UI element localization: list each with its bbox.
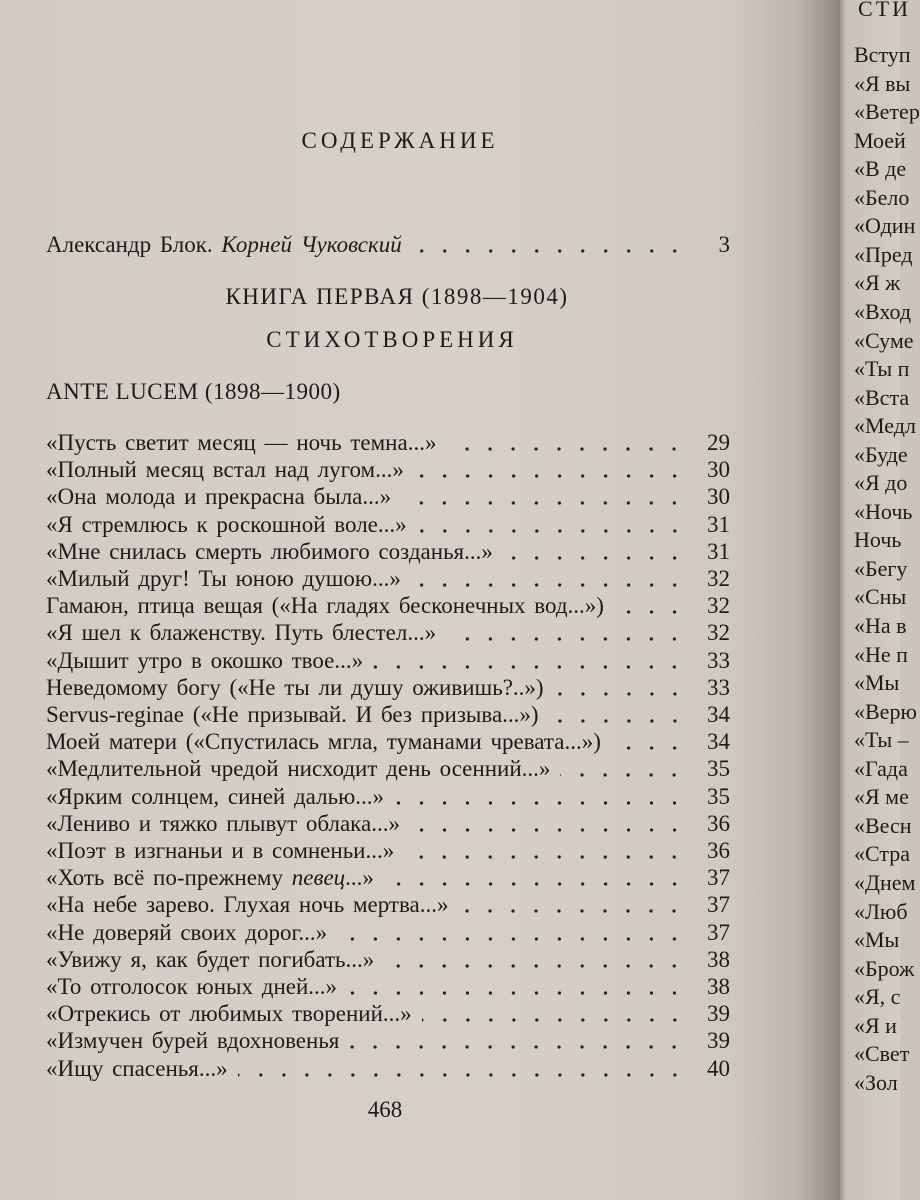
- entry-title: «То отголосок юных дней...»: [46, 974, 338, 999]
- entry-title: «Я стремлюсь к роскошной воле...»: [46, 511, 407, 537]
- cycle-heading: ANTE LUCEM (1898—1900): [46, 379, 341, 404]
- facing-page-line: «Бело: [854, 184, 910, 210]
- dot-leader: [458, 891, 686, 919]
- facing-page-line: «Стра: [854, 841, 911, 867]
- entry-page: 34: [707, 729, 730, 755]
- entry-page: 39: [707, 1028, 730, 1054]
- intro-entry: [46, 231, 730, 259]
- dot-leader: [384, 864, 686, 892]
- entry-title: «Измучен бурей вдохновенья: [46, 1028, 340, 1054]
- entry-page: 38: [707, 974, 730, 999]
- dot-leader: [347, 973, 686, 1001]
- dot-leader: [411, 565, 686, 593]
- toc-entry: [46, 837, 730, 865]
- facing-page-line: «Мы: [854, 670, 900, 696]
- facing-page-line: Вступ: [854, 42, 911, 67]
- entry-title: «Лениво и тяжко плывут облака...»: [46, 810, 400, 836]
- toc-entry: [46, 565, 730, 593]
- dot-leader: [404, 837, 686, 865]
- entry-page: 31: [707, 538, 730, 564]
- dot-leader: [384, 946, 686, 974]
- dot-leader: [414, 456, 686, 484]
- facing-page-line: «Вход: [854, 298, 912, 324]
- toc-entry: [46, 429, 730, 457]
- dot-leader: [549, 701, 686, 729]
- dot-leader: [560, 755, 686, 783]
- facing-page-line: Моей: [854, 127, 906, 153]
- facing-page-line: «Ты п: [854, 356, 910, 382]
- facing-page-line: «Мы: [854, 927, 900, 953]
- facing-heading: СТИ: [858, 0, 911, 21]
- entry-page: 32: [707, 566, 730, 591]
- facing-page-line: «Весн: [854, 812, 912, 838]
- facing-page-line: «Я до: [854, 470, 908, 496]
- toc-entry: [46, 973, 730, 1001]
- toc-entry: [46, 919, 730, 947]
- facing-page-line: «Сны: [854, 584, 907, 610]
- facing-page-line: «Буде: [854, 441, 908, 467]
- toc-entry: [46, 456, 730, 484]
- entry-title: «Полный месяц встал над лугом...»: [46, 457, 404, 483]
- dot-leader: [417, 511, 686, 539]
- facing-page-line: «Днем: [854, 869, 916, 895]
- entry-title: «Она молода и прекрасна была...»: [46, 484, 392, 510]
- toc-entry: [46, 538, 730, 566]
- entry-title: «Милый друг! Ты юною душою...»: [46, 566, 401, 591]
- toc-entry: [46, 1055, 730, 1083]
- facing-page-line: «Я ме: [854, 784, 909, 810]
- entry-page: 3: [718, 232, 730, 257]
- entry-page: 29: [707, 430, 730, 455]
- dot-leader: [614, 592, 686, 620]
- entry-title: «Отрекись от любимых творений...»: [46, 1001, 412, 1027]
- facing-page-line: «Я вы: [854, 70, 911, 96]
- entry-title: «Не доверяй своих дорог...»: [46, 919, 328, 945]
- entry-title-italic: певец: [291, 865, 346, 891]
- dot-leader: [349, 1027, 686, 1055]
- facing-page-line: «Бегу: [854, 555, 908, 581]
- entry-title-tail: ...»: [345, 865, 374, 891]
- entry-page: 40: [707, 1055, 730, 1081]
- dot-leader: [373, 647, 686, 675]
- entry-page: 36: [707, 838, 730, 863]
- entry-title: «Поэт в изгнаньи и в сомненьи...»: [46, 838, 395, 863]
- intro-essay-author: Корней Чуковский: [221, 232, 402, 257]
- entry-page: 37: [707, 919, 730, 945]
- contents-title: СОДЕРЖАНИЕ: [301, 128, 499, 153]
- facing-page-line: Ночь: [854, 527, 902, 553]
- toc-entry: [46, 647, 730, 675]
- toc-entry: [46, 783, 730, 811]
- entry-title: Неведомому богу («Не ты ли душу оживишь?..»): [46, 674, 544, 700]
- entry-page: 35: [707, 783, 730, 809]
- entry-page: 31: [707, 511, 730, 537]
- facing-page-line: «Вста: [854, 384, 910, 410]
- dot-leader: [446, 429, 686, 457]
- entry-page: 30: [707, 457, 730, 483]
- entry-page: 39: [707, 1001, 730, 1027]
- entry-page: 33: [707, 647, 730, 673]
- entry-title: «Мне снилась смерть любимого созданья...»: [46, 538, 493, 564]
- toc-entry: [46, 674, 730, 702]
- facing-page-line: «Один: [854, 213, 916, 239]
- dot-leader: [410, 810, 686, 838]
- entry-title: «На небе зарево. Глухая ночь мертва...»: [46, 892, 449, 918]
- entry-page: 38: [707, 946, 730, 972]
- facing-page-line: «Я и: [854, 1012, 897, 1038]
- entry-title: «Увижу я, как будет погибать...»: [46, 946, 375, 972]
- dot-leader: [422, 1000, 686, 1028]
- toc-entry: [46, 619, 730, 647]
- dot-leader: [401, 483, 686, 511]
- entry-title: «Ищу спасенья...»: [46, 1055, 228, 1081]
- entry-page: 35: [707, 756, 730, 782]
- entry-page: 32: [707, 620, 730, 646]
- dot-leader: [337, 919, 686, 947]
- toc-entry: [46, 946, 730, 974]
- entry-page: 32: [707, 593, 730, 619]
- facing-page-line: «Суме: [854, 327, 914, 353]
- toc-entry: [46, 701, 730, 729]
- entry-title: «Дышит утро в окошко твое...»: [46, 647, 364, 673]
- toc-entry: [46, 891, 730, 919]
- book-heading: КНИГА ПЕРВАЯ (1898—1904): [225, 284, 569, 309]
- toc-entry: [46, 728, 730, 756]
- dot-leader: [238, 1055, 686, 1083]
- entry-title: «Ярким солнцем, синей далью...»: [46, 783, 384, 809]
- page-number: 468: [367, 1097, 403, 1122]
- facing-page-line: «Гада: [854, 755, 908, 781]
- facing-page-line: «Свет: [854, 1041, 910, 1067]
- facing-page-line: «Медл: [854, 413, 916, 439]
- facing-page-line: «Ты –: [854, 727, 909, 753]
- entry-title: Гамаюн, птица вещая («На гладях бесконечных вод...»): [46, 593, 604, 619]
- toc-entry: [46, 755, 730, 783]
- toc-entry: [46, 864, 730, 892]
- dot-leader: [412, 231, 686, 259]
- intro-author: Александр Блок.: [46, 232, 222, 257]
- entry-title: «Я шел к блаженству. Путь блестел...»: [46, 620, 437, 646]
- entry-page: 30: [707, 484, 730, 510]
- entry-title: Servus-reginae («Не призывай. И без призыва...»): [46, 702, 539, 727]
- entry-page: 36: [707, 810, 730, 836]
- toc-entry: [46, 1000, 730, 1028]
- toc-entry: [46, 592, 730, 620]
- facing-page-line: «В де: [854, 156, 907, 182]
- dot-leader: [554, 674, 686, 702]
- entry-title: Моей матери («Спустилась мгла, туманами чревата...»): [46, 729, 601, 755]
- facing-page-line: «Пред: [854, 241, 913, 267]
- facing-page-line: «Ветер: [854, 99, 920, 125]
- entry-page: 37: [707, 865, 730, 891]
- entry-title: «Хоть всё по-прежнему: [46, 865, 292, 891]
- facing-page-line: «Я, с: [854, 984, 901, 1010]
- entry-title: «Медлительной чредой нисходит день осенний...»: [46, 756, 551, 782]
- facing-page-line: «Верю: [854, 698, 917, 724]
- dot-leader: [611, 728, 686, 756]
- dot-leader: [503, 538, 686, 566]
- entry-page: 33: [707, 674, 730, 700]
- facing-page-line: «На в: [854, 613, 907, 638]
- dot-leader: [446, 619, 686, 647]
- entry-page: 37: [707, 892, 730, 918]
- facing-page-line: «Я ж: [854, 270, 901, 296]
- section-heading: СТИХОТВОРЕНИЯ: [266, 327, 518, 352]
- toc-entry: [46, 1027, 730, 1055]
- dot-leader: [394, 783, 686, 811]
- facing-page-line: «Ночь: [854, 498, 913, 524]
- toc-entry: [46, 511, 730, 539]
- facing-page-line: «Брож: [854, 955, 915, 981]
- facing-page: [840, 0, 920, 1200]
- entry-title: «Пусть светит месяц — ночь темна...»: [46, 430, 437, 455]
- entry-page: 34: [707, 702, 730, 727]
- facing-page-line: «Люб: [854, 898, 908, 924]
- facing-page-line: «Не п: [854, 641, 908, 667]
- toc-entry: [46, 810, 730, 838]
- facing-page-line: «Зол: [854, 1069, 898, 1095]
- toc-entry: [46, 483, 730, 511]
